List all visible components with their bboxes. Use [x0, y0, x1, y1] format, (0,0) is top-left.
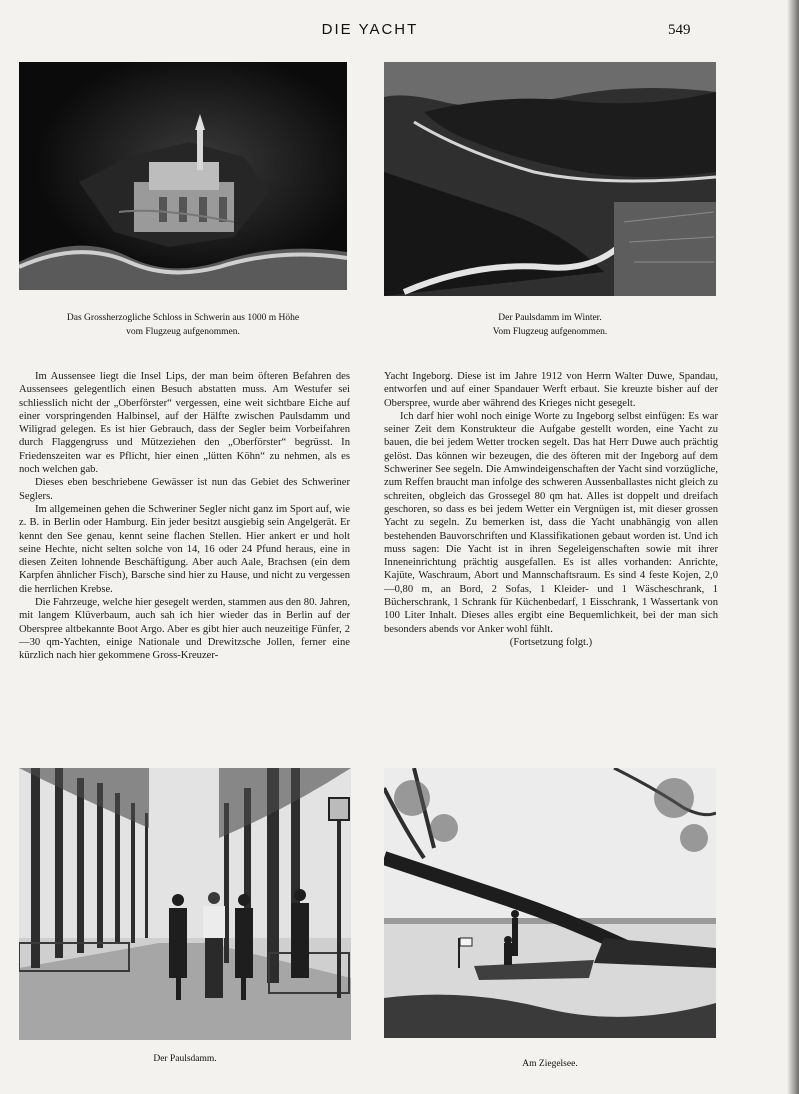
page-number: 549 — [668, 22, 691, 38]
paragraph: Ich darf hier wohl noch einige Worte zu Ingeborg selbst einfügen: Es war seiner Zeit dem Konstrukteur die Aufgabe gestellt worden, eine Yacht zu bauen, die bei jedem Wetter trocken segelt. Das hat Herr Duwe auch prächtig gelöst. Das können wir bezeugen, die des öfteren mit der Ingeborg auf dem Schweriner See segeln. Die Amwindeigenschaften der Yacht sind vorzügliche, zum Reffen braucht man infolge des schweren Aussenballastes nicht gleich zu schreiten, obgleich das Grossegel 80 qm hat. Alles ist doppelt und dreifach geschoren, so dass es bei jedem Wetter ein Vergnügen ist, mit dieser grossen Yacht zu segeln. Zu bemerken ist, dass die Yacht unabhängig von allen bestehenden Bauvorschriften und Klassifikationen gebaut worden ist. Und ich muss sagen: Die Yacht ist in ihren Segeleigenschaften sowie mit ihrer Inneneinrichtung prächtig ausgefallen. Es ist alles vorhanden: Anrichte, Kajüte, Waschraum, Abort und Mannschaftsraum. Es sind 4 feste Kojen, 2,0—0,80 m, an Bord, 2 Sofas, 1 Kleider- und 1 Wäscheschrank, 1 Bücherschrank, 1 Schrank für Küchenbedarf, 1 Eisschrank, 1 Wassertank von 100 Liter Inhalt. Dieses alles ergibt eine Bequemlichkeit, bei der man sich besonders abends vor Anker wohl fühlt. — [384, 410, 718, 635]
paragraph: Im Aussensee liegt die Insel Lips, der man beim öfteren Befahren des Aussensees gelegentlich einen Besuch abstatten muss. Am Westufer sei schliesslich nicht der „Oberförster“ vergessen, eine weit sichtbare Eiche auf einer vorspringenden Halbinsel, auf der Hälfte zwischen Paulsdamm und Wiligrad gelegen. Es ist hier Gebrauch, dass der Segler beim Vorbeifahren durch Flaggengruss und Mützeziehen den „Oberförster“ begrüsst. In Friedenszeiten war es Pflicht, hier einen „lütten Köhn“ zu nehmen, als es noch welchen gab. — [19, 371, 350, 476]
paragraph: Yacht Ingeborg. Diese ist im Jahre 1912 von Herrn Walter Duwe, Spandau, entworfen und auf einer Spandauer Werft erbaut. Sie kreuzte bisher auf der Oberspree, wurde aber während des Krieges nicht gesegelt. — [384, 371, 718, 409]
article-column-right — [384, 370, 718, 649]
caption-schloss-line-2: vom Flugzeug aufgenommen. — [126, 327, 240, 337]
continuation-note: (Fortsetzung folgt.) — [509, 636, 593, 648]
journal-title: DIE YACHT — [321, 21, 419, 38]
caption-paulsdamm-winter-line-2: Vom Flugzeug aufgenommen. — [492, 327, 608, 337]
paragraph: Dieses eben beschriebene Gewässer ist nun das Gebiet des Schweriner Seglers. — [19, 477, 350, 502]
paragraph: Im allgemeinen gehen die Schweriner Segler nicht ganz im Sport auf, wie z. B. in Berlin oder Hamburg. Ein jeder besitzt ausgiebig sein Angelgerät. Er kennt den See genau, kennt seine flachen Stellen. Hier ankert er und holt seine Hechte, nicht selten solche von 14, 16 oder 24 Pfund heraus, eine in diesen Zeiten lohnende Beschäftigung. Aber auch Aale, Brachsen (ein dem Karpfen ähnlicher Fisch), Barsche sind hier zu Hause, und nicht zu vergessen die herrlichen Krebse. — [19, 503, 350, 595]
page-edge-shadow — [787, 0, 799, 1094]
caption-paulsdamm-winter — [384, 311, 716, 339]
photo-paulsdamm-winter-aerial — [384, 62, 716, 296]
photo-paulsdamm-avenue — [19, 768, 351, 1040]
paragraph: Die Fahrzeuge, welche hier gesegelt werden, stammen aus den 80. Jahren, mit langem Klüverbaum, auch sah ich hier wieder das in Berlin auf der Oberspree altbekannte Boot Argo. Aber es gibt hier auch neuzeitige Fünfer, 2—30 qm-Yachten, einige Nationale und Drewitzsche Jollen, ferner eine kürzlich nach hier gekommene Gross-Kreuzer- — [19, 597, 350, 662]
photo-schloss-aerial — [19, 62, 347, 290]
caption-paulsdamm: Der Paulsdamm. — [153, 1054, 217, 1064]
caption-schloss — [19, 311, 347, 339]
caption-ziegelsee: Am Ziegelsee. — [522, 1059, 578, 1069]
caption-paulsdamm-winter-line-1: Der Paulsdamm im Winter. — [498, 313, 602, 323]
photo-ziegelsee — [384, 768, 716, 1038]
caption-schloss-line-1: Das Grossherzogliche Schloss in Schwerin aus 1000 m Höhe — [66, 313, 300, 323]
article-column-left — [19, 370, 350, 663]
